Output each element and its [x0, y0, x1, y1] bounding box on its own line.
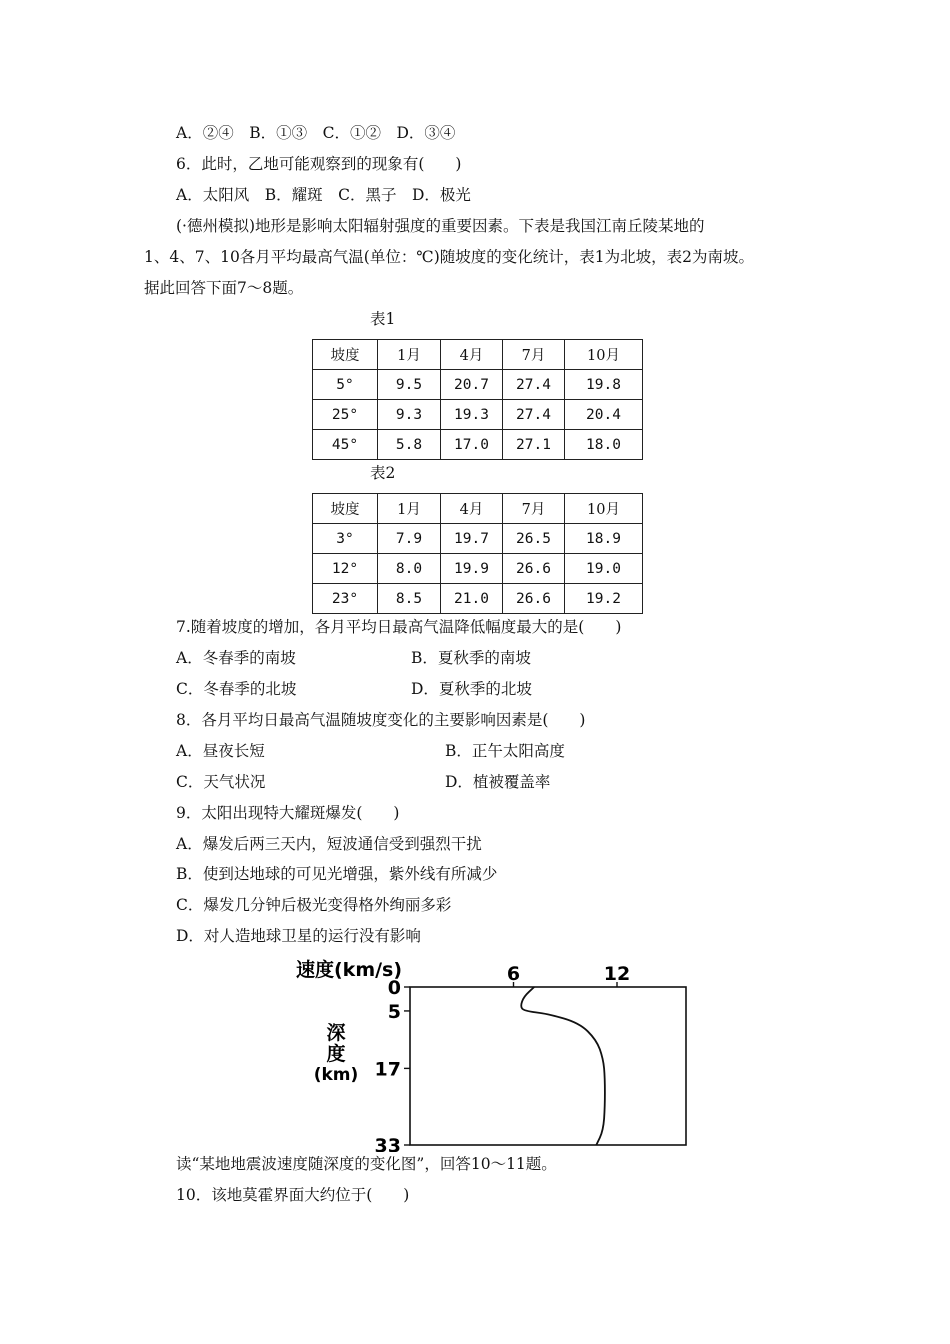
chart-caption: 读“某地地震波速度随深度的变化图”，回答10～11题。 [176, 1155, 557, 1173]
table-row [313, 400, 643, 430]
table-cell: 8.0 [378, 554, 441, 584]
table-cell: 8.5 [378, 584, 441, 614]
table-cell: 12° [313, 554, 378, 584]
q9-option-d: D．对人造地球卫星的运行没有影响 [176, 927, 421, 945]
table-cell: 20.4 [565, 400, 643, 430]
table-cell: 3° [313, 524, 378, 554]
table-cell: 18.0 [565, 430, 643, 460]
q8-option-b: B．正午太阳高度 [445, 742, 565, 760]
q7-question: 7.随着坡度的增加，各月平均日最高气温降低幅度最大的是( ) [176, 618, 622, 636]
table-row [313, 430, 643, 460]
table-cell: 19.2 [565, 584, 643, 614]
table-header-cell: 4月 [441, 340, 503, 370]
table-row [313, 584, 643, 614]
table-cell: 5.8 [378, 430, 441, 460]
table-header-row [313, 494, 643, 524]
table-cell: 25° [313, 400, 378, 430]
table-cell: 19.7 [441, 524, 503, 554]
table-header-cell: 7月 [503, 494, 565, 524]
table-cell: 27.4 [503, 400, 565, 430]
q8-option-c: C．天气状况 [176, 773, 266, 791]
y-axis-label-part: 度 [326, 1043, 346, 1065]
table-cell: 19.0 [565, 554, 643, 584]
table-row [313, 370, 643, 400]
table-header-cell: 1月 [378, 494, 441, 524]
table-cell: 26.5 [503, 524, 565, 554]
table-cell: 19.9 [441, 554, 503, 584]
table-header-cell: 10月 [565, 340, 643, 370]
table-header-cell: 坡度 [313, 494, 378, 524]
table-cell: 5° [313, 370, 378, 400]
y-axis-label-part: (km) [313, 1065, 359, 1085]
chart-svg [290, 952, 700, 1152]
velocity-curve [521, 987, 605, 1145]
intro-line-1: (·德州模拟)地形是影响太阳辐射强度的重要因素。下表是我国江南丘陵某地的 [176, 217, 705, 235]
table-cell: 19.3 [441, 400, 503, 430]
table-cell: 19.8 [565, 370, 643, 400]
y-tick-label: 33 [374, 1135, 401, 1152]
q7-option-c: C．冬春季的北坡 [176, 680, 297, 698]
table-row [313, 524, 643, 554]
y-tick-label: 17 [374, 1058, 401, 1081]
table-cell: 18.9 [565, 524, 643, 554]
seismic-velocity-chart [290, 952, 700, 1152]
axis-ticks [375, 963, 631, 1152]
q10-question: 10．该地莫霍界面大约位于( ) [176, 1186, 410, 1204]
q6-options: A．太阳风 B．耀斑 C．黑子 D．极光 [176, 186, 471, 204]
table2-title: 表2 [370, 464, 396, 482]
table-header-cell: 7月 [503, 340, 565, 370]
table-cell: 23° [313, 584, 378, 614]
q9-option-a: A．爆发后两三天内，短波通信受到强烈干扰 [176, 835, 482, 853]
table2 [312, 493, 643, 614]
y-axis-label-part: 深 [326, 1022, 346, 1044]
intro-line-3: 据此回答下面7～8题。 [144, 279, 304, 297]
q7-option-d: D．夏秋季的北坡 [411, 680, 532, 698]
x-tick-label: 12 [603, 963, 631, 985]
table-header-cell: 4月 [441, 494, 503, 524]
y-tick-label: 0 [387, 977, 401, 999]
table-cell: 7.9 [378, 524, 441, 554]
table-cell: 9.5 [378, 370, 441, 400]
x-axis-label: 速度(km/s) [296, 959, 403, 981]
y-axis-label [314, 1022, 359, 1085]
table-header-cell: 1月 [378, 340, 441, 370]
table-cell: 26.6 [503, 554, 565, 584]
table-cell: 17.0 [441, 430, 503, 460]
q7-option-b: B．夏秋季的南坡 [411, 649, 531, 667]
table-cell: 27.1 [503, 430, 565, 460]
table-row [313, 554, 643, 584]
table-header-cell: 坡度 [313, 340, 378, 370]
q9-option-b: B．使到达地球的可见光增强，紫外线有所减少 [176, 865, 498, 883]
q9-option-c: C．爆发几分钟后极光变得格外绚丽多彩 [176, 896, 452, 914]
table-cell: 45° [313, 430, 378, 460]
q9-question: 9．太阳出现特大耀斑爆发( ) [176, 804, 400, 822]
table-cell: 27.4 [503, 370, 565, 400]
table-cell: 9.3 [378, 400, 441, 430]
q7-option-a: A．冬春季的南坡 [176, 649, 296, 667]
table-header-cell: 10月 [565, 494, 643, 524]
table1-title: 表1 [370, 310, 396, 328]
intro-line-2: 1、4、7、10各月平均最高气温(单位：℃)随坡度的变化统计，表1为北坡，表2为南坡。 [144, 248, 754, 266]
table1 [312, 339, 643, 460]
plot-frame [410, 987, 686, 1145]
q6-question: 6．此时，乙地可能观察到的现象有( ) [176, 155, 462, 173]
table-cell: 26.6 [503, 584, 565, 614]
q8-question: 8．各月平均日最高气温随坡度变化的主要影响因素是( ) [176, 711, 586, 729]
q5-options: A．②④ B．①③ C．①② D．③④ [176, 124, 456, 142]
table-cell: 21.0 [441, 584, 503, 614]
q8-option-d: D．植被覆盖率 [445, 773, 551, 791]
table-header-row [313, 340, 643, 370]
table-cell: 20.7 [441, 370, 503, 400]
x-tick-label: 6 [506, 963, 521, 985]
q8-option-a: A．昼夜长短 [176, 742, 265, 760]
y-tick-label: 5 [387, 1000, 401, 1023]
